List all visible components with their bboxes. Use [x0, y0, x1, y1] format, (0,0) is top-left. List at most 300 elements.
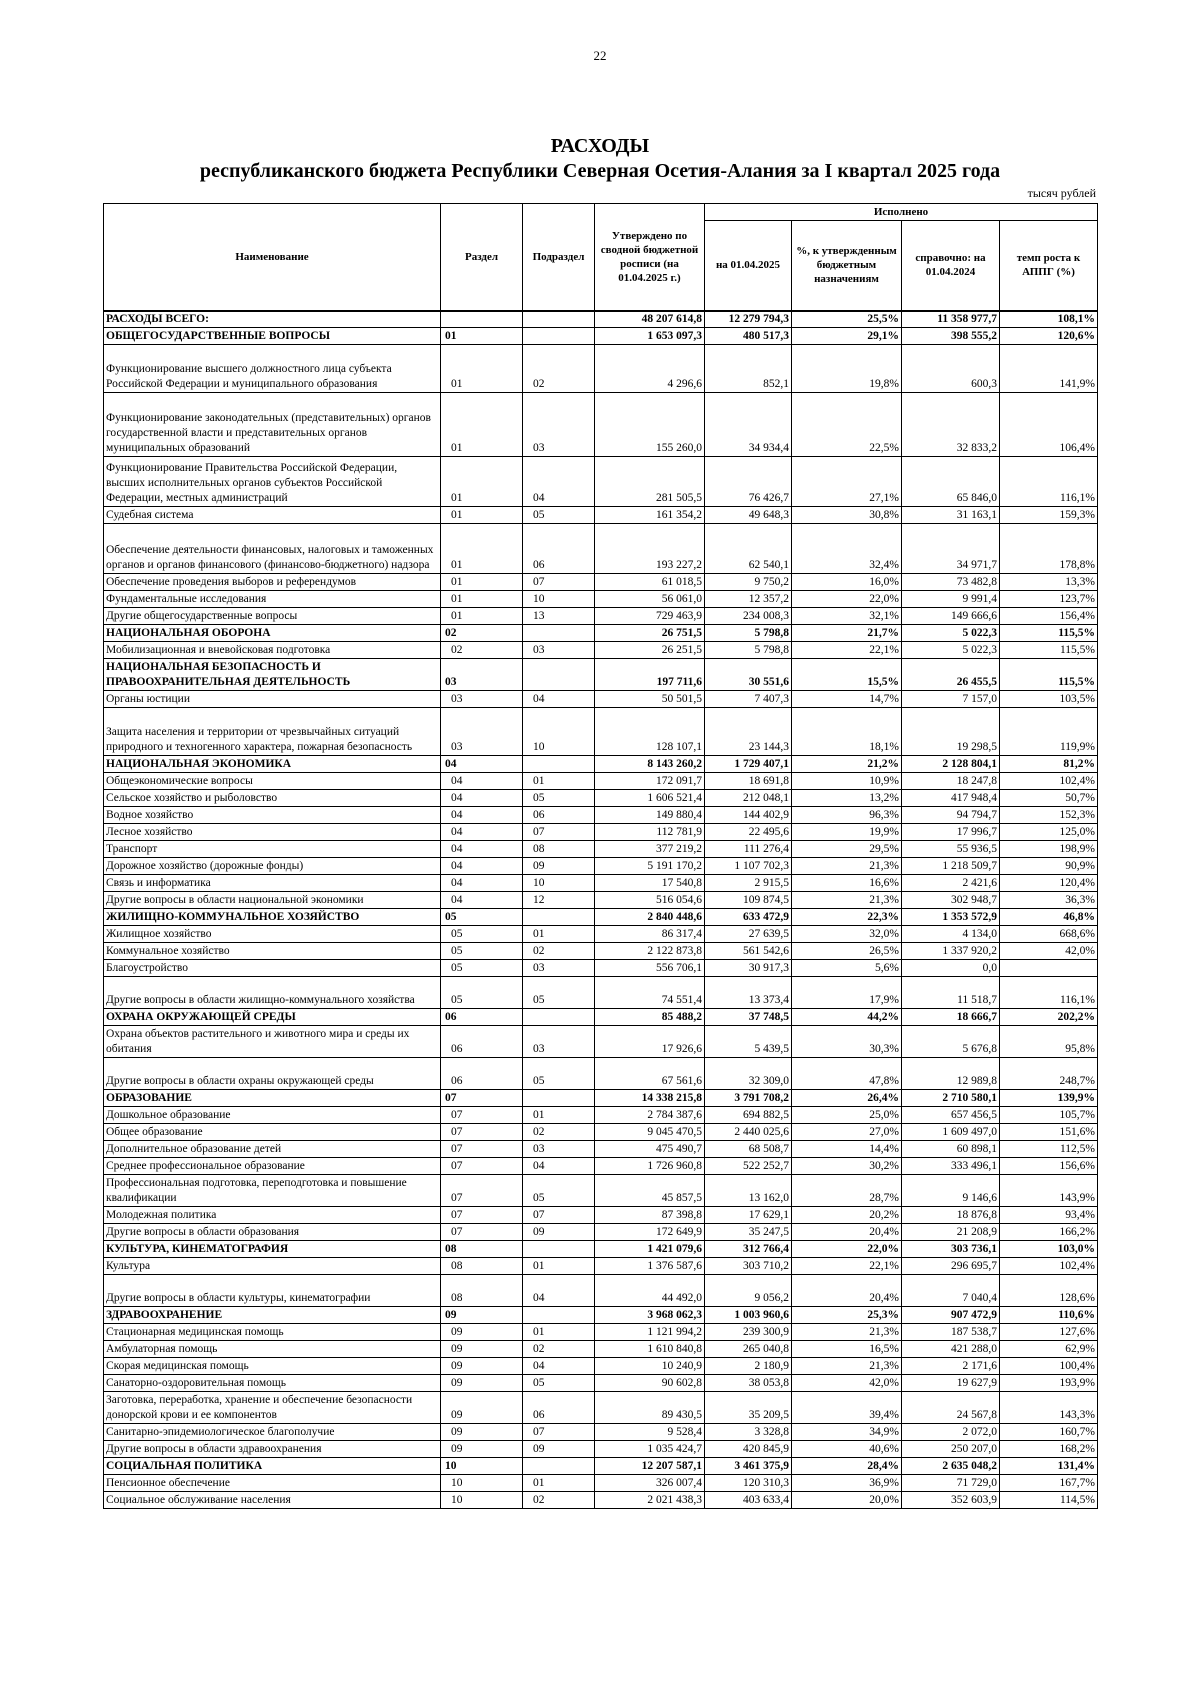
- cell-name: Санитарно-эпидемиологическое благополучие: [104, 1423, 441, 1440]
- header-approved: Утверждено по сводной бюджетной росписи (на 01.04.2025 г.): [595, 204, 705, 311]
- section-row: [104, 658, 1098, 690]
- cell-reference: 19 298,5: [902, 707, 1000, 755]
- cell-growth: 127,6%: [1000, 1323, 1098, 1340]
- cell-executed: 3 461 375,9: [705, 1457, 792, 1474]
- cell-executed: 7 407,3: [705, 690, 792, 707]
- table-row: [104, 1025, 1098, 1057]
- cell-name: Обеспечение деятельности финансовых, налоговых и таможенных органов и органов финансового (финансово-бюджетного) надзора: [104, 523, 441, 573]
- cell-growth: 105,7%: [1000, 1106, 1098, 1123]
- table-row: [104, 1174, 1098, 1206]
- cell-reference: 17 996,7: [902, 823, 1000, 840]
- cell-percent: 40,6%: [792, 1440, 902, 1457]
- cell-podrazdel: 05: [523, 976, 595, 1008]
- header-executed: Исполнено: [705, 204, 1098, 221]
- cell-name: Другие вопросы в области здравоохранения: [104, 1440, 441, 1457]
- cell-approved: 9 528,4: [595, 1423, 705, 1440]
- cell-reference: 303 736,1: [902, 1240, 1000, 1257]
- cell-percent: 22,1%: [792, 1257, 902, 1274]
- cell-name: Другие вопросы в области охраны окружающей среды: [104, 1057, 441, 1089]
- cell-razdel: 03: [441, 707, 523, 755]
- cell-name: ОБРАЗОВАНИЕ: [104, 1089, 441, 1106]
- cell-executed: 22 495,6: [705, 823, 792, 840]
- cell-podrazdel: 04: [523, 1357, 595, 1374]
- cell-razdel: 04: [441, 840, 523, 857]
- cell-name: Функционирование Правительства Российской Федерации, высших исполнительных органов субъектов Российской Федерации, местных администраций: [104, 456, 441, 506]
- cell-growth: 102,4%: [1000, 1257, 1098, 1274]
- cell-reference: 21 208,9: [902, 1223, 1000, 1240]
- cell-approved: 8 143 260,2: [595, 755, 705, 772]
- cell-podrazdel: 03: [523, 641, 595, 658]
- cell-podrazdel: 07: [523, 573, 595, 590]
- table-row: [104, 806, 1098, 823]
- cell-percent: 25,5%: [792, 311, 902, 328]
- cell-percent: 19,8%: [792, 344, 902, 392]
- table-row: [104, 1391, 1098, 1423]
- cell-razdel: 09: [441, 1391, 523, 1423]
- total-row: [104, 311, 1098, 328]
- cell-approved: 87 398,8: [595, 1206, 705, 1223]
- cell-growth: 90,9%: [1000, 857, 1098, 874]
- cell-percent: 20,4%: [792, 1274, 902, 1306]
- cell-podrazdel: 01: [523, 1106, 595, 1123]
- cell-executed: 76 426,7: [705, 456, 792, 506]
- cell-reference: 19 627,9: [902, 1374, 1000, 1391]
- cell-percent: 21,3%: [792, 891, 902, 908]
- cell-name: Заготовка, переработка, хранение и обеспечение безопасности донорской крови и ее компонентов: [104, 1391, 441, 1423]
- cell-approved: 89 430,5: [595, 1391, 705, 1423]
- cell-executed: 30 917,3: [705, 959, 792, 976]
- cell-name: Профессиональная подготовка, переподготовка и повышение квалификации: [104, 1174, 441, 1206]
- cell-percent: 21,3%: [792, 1323, 902, 1340]
- table-row: [104, 1223, 1098, 1240]
- cell-podrazdel: [523, 1457, 595, 1474]
- header-podrazdel: Подраздел: [523, 204, 595, 311]
- cell-razdel: 01: [441, 327, 523, 344]
- cell-reference: 60 898,1: [902, 1140, 1000, 1157]
- cell-reference: 5 022,3: [902, 641, 1000, 658]
- cell-reference: 94 794,7: [902, 806, 1000, 823]
- table-row: [104, 976, 1098, 1008]
- cell-razdel: 10: [441, 1474, 523, 1491]
- table-row: [104, 823, 1098, 840]
- cell-podrazdel: 01: [523, 1474, 595, 1491]
- cell-reference: 1 609 497,0: [902, 1123, 1000, 1140]
- cell-approved: 197 711,6: [595, 658, 705, 690]
- cell-approved: 2 840 448,6: [595, 908, 705, 925]
- cell-reference: 250 207,0: [902, 1440, 1000, 1457]
- cell-razdel: 06: [441, 1008, 523, 1025]
- cell-name: Коммунальное хозяйство: [104, 942, 441, 959]
- cell-reference: 34 971,7: [902, 523, 1000, 573]
- cell-podrazdel: 03: [523, 959, 595, 976]
- cell-podrazdel: 09: [523, 1223, 595, 1240]
- cell-podrazdel: 01: [523, 772, 595, 789]
- cell-reference: 9 146,6: [902, 1174, 1000, 1206]
- cell-name: Другие вопросы в области национальной экономики: [104, 891, 441, 908]
- cell-podrazdel: [523, 658, 595, 690]
- cell-razdel: 01: [441, 392, 523, 456]
- cell-reference: 398 555,2: [902, 327, 1000, 344]
- cell-growth: 120,6%: [1000, 327, 1098, 344]
- cell-reference: 187 538,7: [902, 1323, 1000, 1340]
- cell-approved: 161 354,2: [595, 506, 705, 523]
- cell-podrazdel: 07: [523, 823, 595, 840]
- cell-reference: 2 710 580,1: [902, 1089, 1000, 1106]
- cell-reference: 4 134,0: [902, 925, 1000, 942]
- cell-percent: 21,3%: [792, 1357, 902, 1374]
- cell-executed: 144 402,9: [705, 806, 792, 823]
- cell-percent: 25,3%: [792, 1306, 902, 1323]
- cell-approved: 172 091,7: [595, 772, 705, 789]
- cell-percent: 39,4%: [792, 1391, 902, 1423]
- cell-executed: 633 472,9: [705, 908, 792, 925]
- cell-percent: 47,8%: [792, 1057, 902, 1089]
- cell-podrazdel: [523, 908, 595, 925]
- table-body: [104, 311, 1098, 1509]
- cell-growth: 103,5%: [1000, 690, 1098, 707]
- cell-percent: 20,2%: [792, 1206, 902, 1223]
- cell-growth: 36,3%: [1000, 891, 1098, 908]
- cell-growth: [1000, 959, 1098, 976]
- cell-razdel: 08: [441, 1240, 523, 1257]
- cell-podrazdel: [523, 1008, 595, 1025]
- header-on-date: на 01.04.2025: [705, 221, 792, 311]
- cell-growth: 131,4%: [1000, 1457, 1098, 1474]
- cell-executed: 13 162,0: [705, 1174, 792, 1206]
- cell-razdel: 07: [441, 1089, 523, 1106]
- table-row: [104, 392, 1098, 456]
- table-row: [104, 857, 1098, 874]
- cell-percent: 21,7%: [792, 624, 902, 641]
- table-row: [104, 506, 1098, 523]
- cell-name: ЖИЛИЩНО-КОММУНАЛЬНОЕ ХОЗЯЙСТВО: [104, 908, 441, 925]
- cell-podrazdel: 05: [523, 1174, 595, 1206]
- cell-podrazdel: [523, 1240, 595, 1257]
- table-row: [104, 1440, 1098, 1457]
- table-row: [104, 942, 1098, 959]
- cell-approved: 17 540,8: [595, 874, 705, 891]
- cell-reference: 5 676,8: [902, 1025, 1000, 1057]
- cell-percent: 34,9%: [792, 1423, 902, 1440]
- cell-executed: 852,1: [705, 344, 792, 392]
- cell-percent: 30,3%: [792, 1025, 902, 1057]
- cell-reference: 302 948,7: [902, 891, 1000, 908]
- cell-name: РАСХОДЫ ВСЕГО:: [104, 311, 441, 328]
- section-row: [104, 1457, 1098, 1474]
- cell-podrazdel: 04: [523, 1157, 595, 1174]
- cell-podrazdel: 05: [523, 506, 595, 523]
- cell-name: Молодежная политика: [104, 1206, 441, 1223]
- cell-executed: 38 053,8: [705, 1374, 792, 1391]
- cell-razdel: 09: [441, 1306, 523, 1323]
- cell-razdel: 07: [441, 1206, 523, 1223]
- section-row: [104, 1008, 1098, 1025]
- cell-razdel: 04: [441, 755, 523, 772]
- cell-approved: 26 751,5: [595, 624, 705, 641]
- cell-growth: 202,2%: [1000, 1008, 1098, 1025]
- cell-razdel: 07: [441, 1106, 523, 1123]
- cell-percent: 22,0%: [792, 1240, 902, 1257]
- cell-reference: 31 163,1: [902, 506, 1000, 523]
- cell-executed: 694 882,5: [705, 1106, 792, 1123]
- cell-executed: 3 328,8: [705, 1423, 792, 1440]
- cell-executed: 111 276,4: [705, 840, 792, 857]
- cell-podrazdel: 02: [523, 344, 595, 392]
- cell-executed: 420 845,9: [705, 1440, 792, 1457]
- cell-podrazdel: 06: [523, 806, 595, 823]
- cell-approved: 14 338 215,8: [595, 1089, 705, 1106]
- cell-podrazdel: 07: [523, 1206, 595, 1223]
- cell-reference: 149 666,6: [902, 607, 1000, 624]
- cell-executed: 522 252,7: [705, 1157, 792, 1174]
- cell-percent: 14,4%: [792, 1140, 902, 1157]
- header-razdel: Раздел: [441, 204, 523, 311]
- cell-name: Культура: [104, 1257, 441, 1274]
- cell-name: НАЦИОНАЛЬНАЯ ЭКОНОМИКА: [104, 755, 441, 772]
- cell-name: Другие вопросы в области жилищно-коммунального хозяйства: [104, 976, 441, 1008]
- table-row: [104, 840, 1098, 857]
- cell-name: Санаторно-оздоровительная помощь: [104, 1374, 441, 1391]
- cell-approved: 45 857,5: [595, 1174, 705, 1206]
- cell-razdel: 04: [441, 891, 523, 908]
- cell-name: Амбулаторная помощь: [104, 1340, 441, 1357]
- cell-razdel: 04: [441, 772, 523, 789]
- cell-podrazdel: 05: [523, 789, 595, 806]
- cell-percent: 16,0%: [792, 573, 902, 590]
- cell-reference: 907 472,9: [902, 1306, 1000, 1323]
- table-row: [104, 573, 1098, 590]
- cell-executed: 9 750,2: [705, 573, 792, 590]
- document-subtitle: республиканского бюджета Республики Северная Осетия-Алания за I квартал 2025 года: [199, 160, 1001, 182]
- cell-executed: 34 934,4: [705, 392, 792, 456]
- cell-podrazdel: 10: [523, 590, 595, 607]
- cell-percent: 19,9%: [792, 823, 902, 840]
- cell-executed: 2 180,9: [705, 1357, 792, 1374]
- cell-approved: 4 296,6: [595, 344, 705, 392]
- table-row: [104, 690, 1098, 707]
- cell-reference: 600,3: [902, 344, 1000, 392]
- cell-approved: 1 726 960,8: [595, 1157, 705, 1174]
- cell-approved: 17 926,6: [595, 1025, 705, 1057]
- header-percent: %, к утвержденным бюджетным назначениям: [792, 221, 902, 311]
- cell-name: ЗДРАВООХРАНЕНИЕ: [104, 1306, 441, 1323]
- cell-reference: 333 496,1: [902, 1157, 1000, 1174]
- cell-executed: 2 440 025,6: [705, 1123, 792, 1140]
- cell-podrazdel: 03: [523, 392, 595, 456]
- cell-reference: 11 518,7: [902, 976, 1000, 1008]
- cell-approved: 326 007,4: [595, 1474, 705, 1491]
- cell-razdel: 02: [441, 641, 523, 658]
- cell-percent: 22,0%: [792, 590, 902, 607]
- table-row: [104, 641, 1098, 658]
- cell-percent: 14,7%: [792, 690, 902, 707]
- cell-growth: 62,9%: [1000, 1340, 1098, 1357]
- cell-growth: 50,7%: [1000, 789, 1098, 806]
- table-row: [104, 959, 1098, 976]
- cell-name: НАЦИОНАЛЬНАЯ БЕЗОПАСНОСТЬ И ПРАВООХРАНИТЕЛЬНАЯ ДЕЯТЕЛЬНОСТЬ: [104, 658, 441, 690]
- cell-podrazdel: 05: [523, 1057, 595, 1089]
- cell-growth: 120,4%: [1000, 874, 1098, 891]
- cell-executed: 212 048,1: [705, 789, 792, 806]
- cell-approved: 193 227,2: [595, 523, 705, 573]
- cell-executed: 3 791 708,2: [705, 1089, 792, 1106]
- cell-percent: 32,4%: [792, 523, 902, 573]
- cell-name: Транспорт: [104, 840, 441, 857]
- cell-reference: 55 936,5: [902, 840, 1000, 857]
- section-row: [104, 1306, 1098, 1323]
- cell-razdel: 03: [441, 658, 523, 690]
- cell-reference: 9 991,4: [902, 590, 1000, 607]
- cell-executed: 17 629,1: [705, 1206, 792, 1223]
- cell-name: Стационарная медицинская помощь: [104, 1323, 441, 1340]
- cell-growth: 95,8%: [1000, 1025, 1098, 1057]
- cell-percent: 25,0%: [792, 1106, 902, 1123]
- cell-growth: 103,0%: [1000, 1240, 1098, 1257]
- expenditure-table: [103, 203, 1098, 1509]
- table-row: [104, 590, 1098, 607]
- cell-executed: 234 008,3: [705, 607, 792, 624]
- cell-growth: 115,5%: [1000, 641, 1098, 658]
- cell-approved: 3 968 062,3: [595, 1306, 705, 1323]
- cell-razdel: 04: [441, 874, 523, 891]
- cell-approved: 26 251,5: [595, 641, 705, 658]
- cell-percent: 22,5%: [792, 392, 902, 456]
- cell-podrazdel: 10: [523, 707, 595, 755]
- cell-percent: 15,5%: [792, 658, 902, 690]
- cell-growth: 81,2%: [1000, 755, 1098, 772]
- cell-approved: 149 880,4: [595, 806, 705, 823]
- cell-percent: 5,6%: [792, 959, 902, 976]
- cell-reference: 32 833,2: [902, 392, 1000, 456]
- cell-razdel: 04: [441, 789, 523, 806]
- cell-reference: 2 128 804,1: [902, 755, 1000, 772]
- table-row: [104, 1423, 1098, 1440]
- cell-podrazdel: [523, 624, 595, 641]
- cell-razdel: 09: [441, 1323, 523, 1340]
- cell-executed: 312 766,4: [705, 1240, 792, 1257]
- cell-executed: 35 209,5: [705, 1391, 792, 1423]
- cell-growth: 106,4%: [1000, 392, 1098, 456]
- section-row: [104, 755, 1098, 772]
- cell-name: Сельское хозяйство и рыболовство: [104, 789, 441, 806]
- table-row: [104, 925, 1098, 942]
- cell-reference: 7 040,4: [902, 1274, 1000, 1306]
- cell-razdel: 01: [441, 523, 523, 573]
- cell-name: ОБЩЕГОСУДАРСТВЕННЫЕ ВОПРОСЫ: [104, 327, 441, 344]
- cell-podrazdel: 01: [523, 1257, 595, 1274]
- cell-razdel: 02: [441, 624, 523, 641]
- cell-approved: 475 490,7: [595, 1140, 705, 1157]
- cell-executed: 30 551,6: [705, 658, 792, 690]
- cell-growth: 116,1%: [1000, 456, 1098, 506]
- cell-reference: 1 353 572,9: [902, 908, 1000, 925]
- cell-approved: 1 121 994,2: [595, 1323, 705, 1340]
- cell-reference: 0,0: [902, 959, 1000, 976]
- cell-reference: 421 288,0: [902, 1340, 1000, 1357]
- cell-growth: 114,5%: [1000, 1491, 1098, 1508]
- cell-executed: 561 542,6: [705, 942, 792, 959]
- cell-name: ОХРАНА ОКРУЖАЮЩЕЙ СРЕДЫ: [104, 1008, 441, 1025]
- cell-razdel: 05: [441, 925, 523, 942]
- cell-name: Функционирование высшего должностного лица субъекта Российской Федерации и муниципального образования: [104, 344, 441, 392]
- cell-percent: 22,1%: [792, 641, 902, 658]
- cell-name: Другие вопросы в области образования: [104, 1223, 441, 1240]
- cell-podrazdel: 04: [523, 1274, 595, 1306]
- section-row: [104, 1089, 1098, 1106]
- header-name: Наименование: [104, 204, 441, 311]
- cell-growth: 152,3%: [1000, 806, 1098, 823]
- section-row: [104, 1240, 1098, 1257]
- cell-razdel: 08: [441, 1257, 523, 1274]
- cell-percent: 17,9%: [792, 976, 902, 1008]
- cell-name: Социальное обслуживание населения: [104, 1491, 441, 1508]
- cell-podrazdel: [523, 1089, 595, 1106]
- cell-reference: 2 421,6: [902, 874, 1000, 891]
- cell-growth: 193,9%: [1000, 1374, 1098, 1391]
- cell-name: Другие общегосударственные вопросы: [104, 607, 441, 624]
- cell-percent: 28,7%: [792, 1174, 902, 1206]
- table-row: [104, 874, 1098, 891]
- cell-reference: 18 666,7: [902, 1008, 1000, 1025]
- cell-executed: 9 056,2: [705, 1274, 792, 1306]
- cell-podrazdel: 12: [523, 891, 595, 908]
- cell-name: Дошкольное образование: [104, 1106, 441, 1123]
- cell-razdel: 01: [441, 506, 523, 523]
- cell-razdel: [441, 311, 523, 328]
- table-row: [104, 1157, 1098, 1174]
- cell-growth: 668,6%: [1000, 925, 1098, 942]
- cell-percent: 30,8%: [792, 506, 902, 523]
- cell-podrazdel: [523, 755, 595, 772]
- cell-podrazdel: 10: [523, 874, 595, 891]
- cell-podrazdel: 02: [523, 1123, 595, 1140]
- cell-executed: 403 633,4: [705, 1491, 792, 1508]
- cell-approved: 74 551,4: [595, 976, 705, 1008]
- cell-razdel: 05: [441, 976, 523, 1008]
- cell-executed: 5 798,8: [705, 641, 792, 658]
- cell-name: Другие вопросы в области культуры, кинематографии: [104, 1274, 441, 1306]
- cell-percent: 29,1%: [792, 327, 902, 344]
- cell-razdel: 10: [441, 1457, 523, 1474]
- cell-executed: 5 439,5: [705, 1025, 792, 1057]
- cell-approved: 516 054,6: [595, 891, 705, 908]
- table-row: [104, 1057, 1098, 1089]
- cell-podrazdel: 07: [523, 1423, 595, 1440]
- cell-podrazdel: [523, 1306, 595, 1323]
- cell-reference: 18 247,8: [902, 772, 1000, 789]
- cell-name: Судебная система: [104, 506, 441, 523]
- table-row: [104, 1357, 1098, 1374]
- cell-approved: 556 706,1: [595, 959, 705, 976]
- cell-podrazdel: 04: [523, 456, 595, 506]
- cell-executed: 1 003 960,6: [705, 1306, 792, 1323]
- cell-reference: 2 072,0: [902, 1423, 1000, 1440]
- cell-razdel: 05: [441, 942, 523, 959]
- cell-growth: 143,9%: [1000, 1174, 1098, 1206]
- cell-approved: 5 191 170,2: [595, 857, 705, 874]
- cell-growth: 110,6%: [1000, 1306, 1098, 1323]
- cell-executed: 109 874,5: [705, 891, 792, 908]
- cell-percent: 10,9%: [792, 772, 902, 789]
- cell-approved: 112 781,9: [595, 823, 705, 840]
- table-row: [104, 344, 1098, 392]
- cell-percent: 27,0%: [792, 1123, 902, 1140]
- cell-reference: 657 456,5: [902, 1106, 1000, 1123]
- cell-percent: 16,6%: [792, 874, 902, 891]
- cell-percent: 36,9%: [792, 1474, 902, 1491]
- header-growth: темп роста к АППГ (%): [1000, 221, 1098, 311]
- cell-growth: 156,4%: [1000, 607, 1098, 624]
